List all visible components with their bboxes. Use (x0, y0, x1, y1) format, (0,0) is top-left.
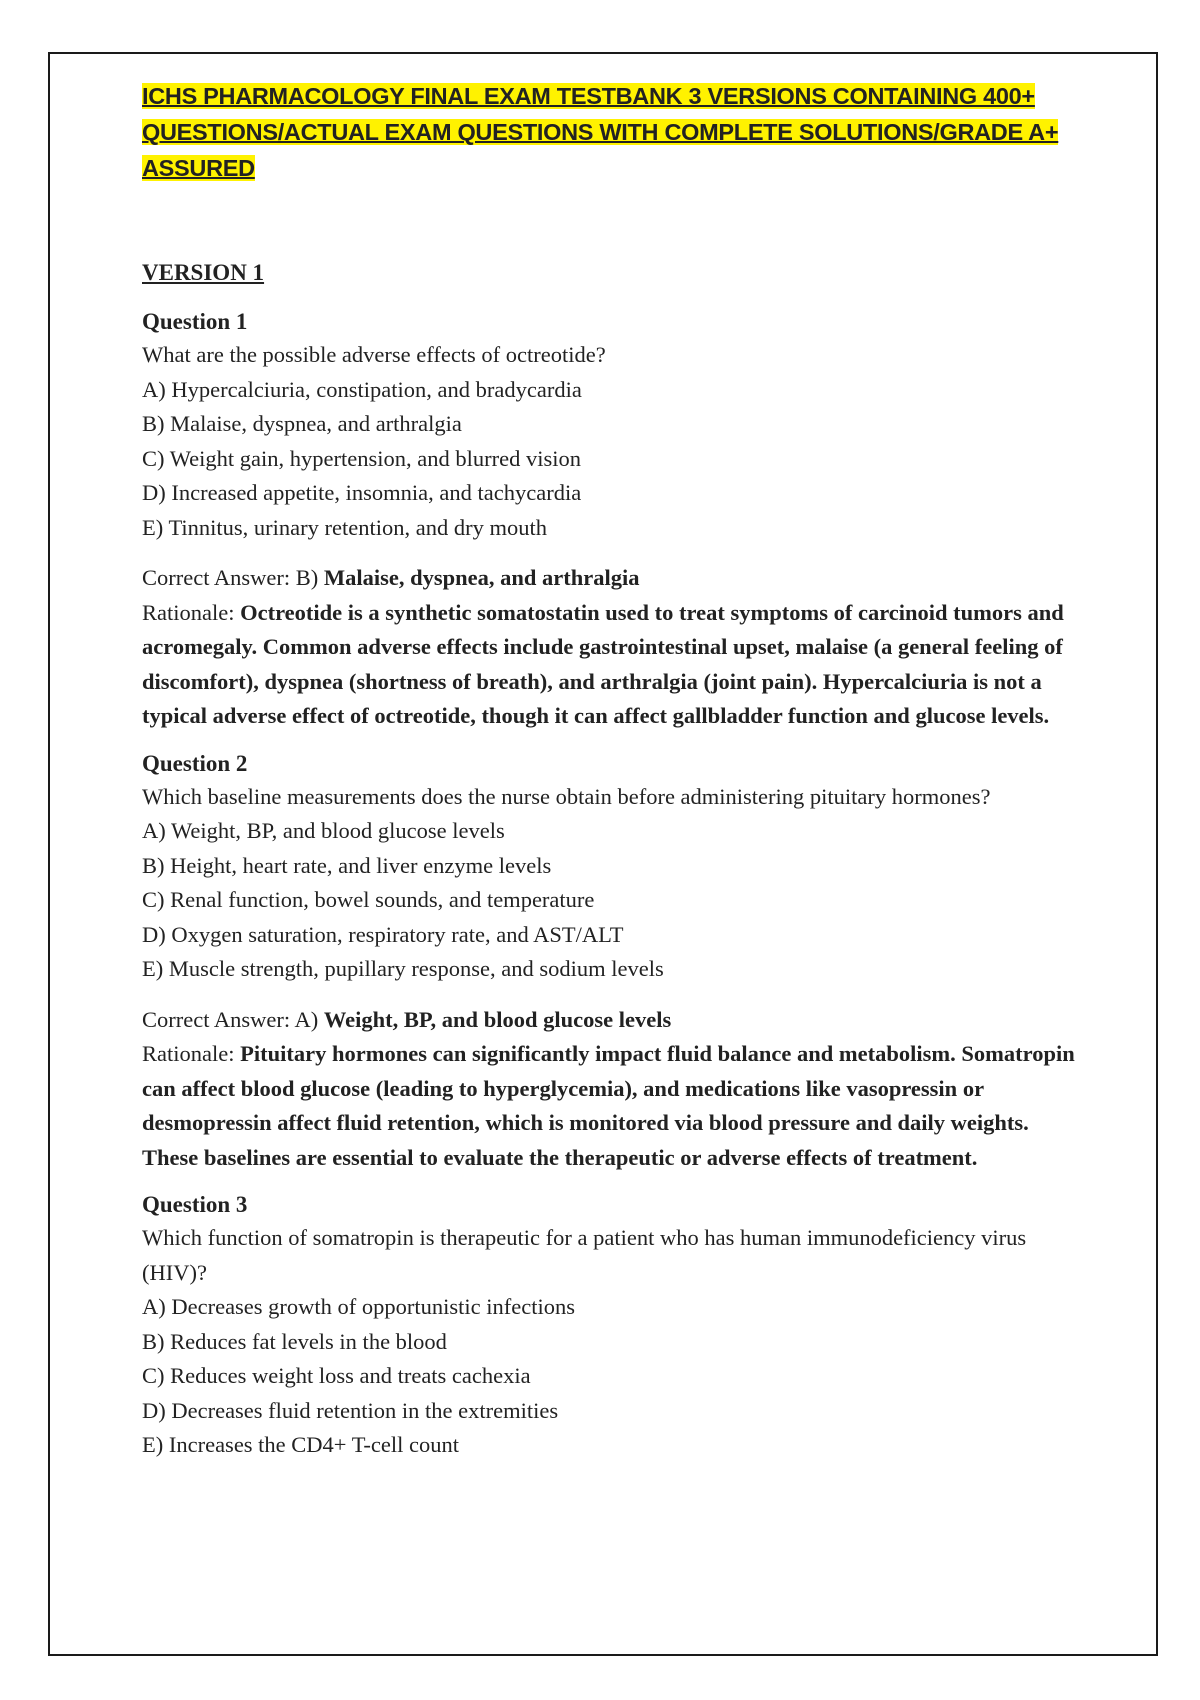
highlighted-title-text: ICHS PHARMACOLOGY FINAL EXAM TESTBANK 3 VERSIONS CONTAINING 400+ QUESTIONS/ACTUAL EXAM QUESTIONS WITH COMPLETE SOLUTIONS/GRADE A+ ASSURED (142, 83, 1059, 181)
answer-text: Weight, BP, and blood glucose levels (323, 1006, 672, 1032)
question-heading: Question 1 (142, 309, 248, 334)
question-stem: Which function of somatropin is therapeutic for a patient who has human immunodeficiency virus (HIV)? (142, 1225, 1027, 1285)
option-d: D) Oxygen saturation, respiratory rate, and AST/ALT (142, 921, 624, 947)
option-e: E) Tinnitus, urinary retention, and dry mouth (142, 514, 547, 540)
answer-text: Malaise, dyspnea, and arthralgia (323, 565, 640, 590)
version-heading: VERSION 1 (142, 260, 265, 285)
option-d: D) Increased appetite, insomnia, and tachycardia (142, 480, 582, 505)
option-a: A) Hypercalciuria, constipation, and bradycardia (142, 376, 582, 402)
answer-letter: A) (294, 1006, 319, 1032)
rationale (142, 1037, 1082, 1175)
answer-block (142, 1003, 1082, 1176)
option-c: C) Reduces weight loss and treats cachexia (142, 1363, 531, 1388)
correct-answer-label: Correct Answer: (142, 1006, 291, 1032)
correct-answer (142, 1003, 1082, 1038)
option-b: B) Malaise, dyspnea, and arthralgia (142, 411, 462, 436)
option-a: A) Weight, BP, and blood glucose levels (142, 818, 505, 843)
option-e: E) Increases the CD4+ T-cell count (142, 1432, 459, 1457)
answer-block (142, 561, 1082, 734)
document-title (142, 78, 1082, 186)
question-3 (142, 1189, 1082, 1463)
question-heading: Question 3 (142, 1192, 248, 1217)
correct-answer-label: Correct Answer: (142, 565, 291, 590)
option-c: C) Renal function, bowel sounds, and temperature (142, 887, 595, 912)
rationale-text: Pituitary hormones can significantly impact fluid balance and metabolism. Somatropin can affect blood glucose (leading to hyperglycemia), and medications like vasopressin or desmopressin affect fluid retention, which is monitored via blood pressure and daily weights. These baselines are essential to evaluate the therapeutic or adverse effects of treatment. (142, 1041, 1075, 1170)
question-stem: Which baseline measurements does the nurse obtain before administering pituitary hormones? (142, 783, 991, 809)
answer-letter: B) (295, 565, 319, 590)
rationale-label: Rationale: (142, 1041, 235, 1066)
option-e: E) Muscle strength, pupillary response, and sodium levels (142, 956, 664, 981)
question-2 (142, 748, 1082, 1176)
rationale (142, 596, 1082, 734)
option-d: D) Decreases fluid retention in the extremities (142, 1397, 559, 1423)
rationale-text: Octreotide is a synthetic somatostatin used to treat symptoms of carcinoid tumors and acromegaly. Common adverse effects include gastrointestinal upset, malaise (a general feeling of discomfort), dyspnea (shortness of breath), and arthralgia (joint pain). Hypercalciuria is not a typical adverse effect of octreotide, though it can affect gallbladder function and glucose levels. (142, 599, 1064, 728)
option-b: B) Reduces fat levels in the blood (142, 1328, 447, 1354)
question-stem: What are the possible adverse effects of octreotide? (142, 342, 606, 367)
rationale-label: Rationale: (142, 599, 235, 625)
option-c: C) Weight gain, hypertension, and blurred vision (142, 445, 581, 471)
correct-answer (142, 561, 1082, 596)
question-heading: Question 2 (142, 750, 248, 776)
question-1 (142, 306, 1082, 734)
option-a: A) Decreases growth of opportunistic infections (142, 1294, 576, 1319)
document-content (142, 78, 1082, 1477)
option-b: B) Height, heart rate, and liver enzyme levels (142, 852, 552, 878)
